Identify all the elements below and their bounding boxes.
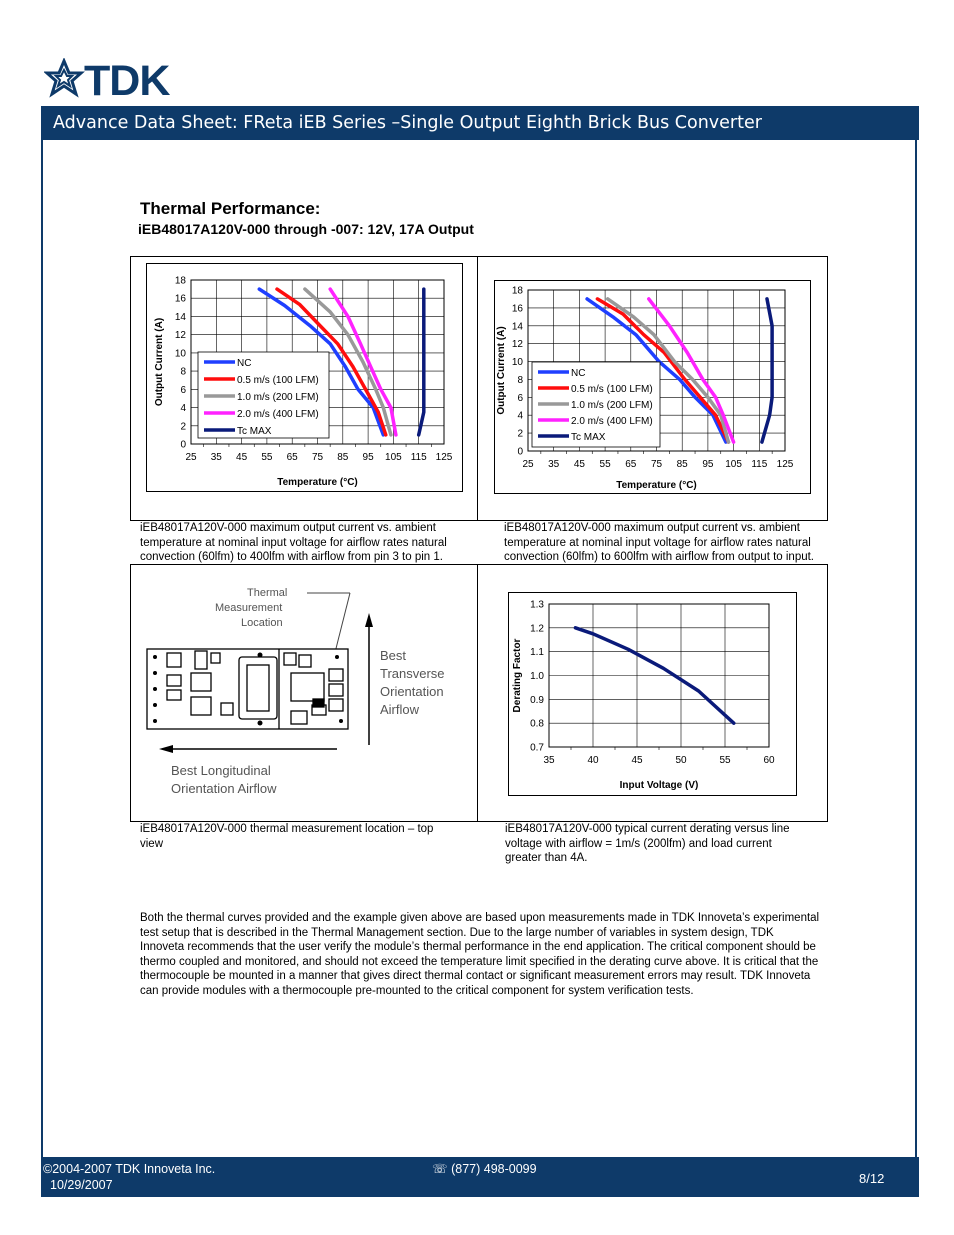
y-tick-label: 0 [180,439,186,451]
y-tick-label: 4 [517,410,523,422]
caption-chart-1: iEB48017A120V-000 maximum output current vs. ambient temperature at nominal input voltage for airflow rates natural convection (60lfm) to 400lfm with airflow from pin 3 to pin 1. [140,522,447,564]
x-tick-label: 125 [776,459,794,470]
footer-phone: ☏ (877) 498-0099 [432,1162,537,1176]
y-axis-label: Derating Factor [512,638,523,713]
y-tick-label: 1.0 [530,671,544,682]
tdk-logo-text: TDK [84,58,170,100]
y-tick-label: 8 [180,366,186,378]
y-tick-label: 18 [174,275,186,287]
x-axis-label: Temperature (°C) [616,480,697,491]
longitudinal-arrow-head [159,745,173,753]
x-tick-label: 45 [236,452,248,463]
x-axis-label: Input Voltage (V) [619,780,699,791]
y-tick-label: 4 [180,403,186,415]
section-subtitle: iEB48017A120V-000 through -007: 12V, 17A Output [138,221,474,237]
x-tick-label: 25 [185,452,197,463]
transverse-label-line4: Airflow [380,702,420,717]
x-tick-label: 45 [631,755,643,766]
thermal-label-line3: Location [241,617,283,629]
legend-label: NC [571,368,586,379]
legend-label: 0.5 m/s (100 LFM) [571,384,653,395]
pcb-board [147,649,348,729]
legend-label: Tc MAX [571,432,606,443]
chart-current-vs-temp-output-to-input [494,280,811,494]
thermal-location-figure [131,565,477,821]
y-tick-label: 1.2 [530,623,544,635]
section-title: Thermal Performance: [140,199,321,218]
x-tick-label: 65 [625,459,637,470]
y-tick-label: 8 [517,374,523,386]
thermal-label-line2: Measurement [215,602,283,614]
y-tick-label: 6 [180,384,186,396]
x-tick-label: 25 [522,459,534,470]
caption-chart-2: iEB48017A120V-000 maximum output current vs. ambient temperature at nominal input voltage for airflow rates natural convection (60lfm) to 600lfm with airflow from output to input. [504,522,815,564]
y-tick-label: 14 [174,311,186,323]
y-tick-label: 18 [511,285,523,297]
y-tick-label: 14 [511,321,523,333]
transverse-label-line3: Orientation [380,684,444,699]
transverse-arrow-head [365,613,373,627]
y-tick-label: 12 [174,330,186,342]
legend-label: 2.0 m/s (400 LFM) [571,416,653,427]
transverse-label-line1: Best [380,648,407,663]
y-tick-label: 0.9 [530,694,544,706]
title-banner [41,106,919,140]
x-tick-label: 55 [261,452,273,463]
caption-thermal-figure: iEB48017A120V-000 thermal measurement location – top view [140,823,434,850]
tdk-logo [44,58,214,100]
x-tick-label: 75 [650,459,663,470]
y-tick-label: 16 [511,303,523,315]
x-tick-label: 35 [543,755,555,766]
x-axis-label: Temperature (°C) [277,477,358,488]
legend-label: 1.0 m/s (200 LFM) [237,392,319,403]
chart-current-vs-temp-pin3-to-pin1 [146,263,463,492]
chart-derating-vs-input-voltage [508,592,797,796]
y-tick-label: 10 [511,357,523,369]
banner-title: Advance Data Sheet: FReta iEB Series –Single Output Eighth Brick Bus Converter [53,113,762,133]
footer-copyright: ©2004-2007 TDK Innoveta Inc. [43,1162,216,1176]
body-paragraph: Both the thermal curves provided and the example given above are based upon measurements made in TDK Innoveta’s experimental test setup that is described in the Thermal Management section. Due to the large number of variables in system design, TDK Innoveta recommends that the user verify the module’s thermal performance in the end application. The critical component should be thermo coupled and monitored, and should not exceed the temperature limit specified in the derating curve above. It is critical that the thermocouple be mounted in a manner that gives direct thermal contact or significant measurement errors may result. TDK Innoveta can provide modules with a thermocouple pre-mounted to the critical component for system verification tests. [140,912,820,997]
x-tick-label: 45 [573,459,585,470]
tdk-logo-mark [47,61,81,94]
transverse-label-line2: Transverse [380,666,445,681]
x-tick-label: 95 [362,452,374,463]
x-tick-label: 95 [702,459,714,470]
caption-derating-chart: iEB48017A120V-000 typical current derating versus line voltage with airflow = 1m/s (200lfm) and load current greater than 4A. [505,823,790,865]
footer-date: 10/29/2007 [50,1178,113,1192]
y-tick-label: 0.7 [530,742,544,754]
legend-label: 2.0 m/s (400 LFM) [237,409,319,420]
longitudinal-label-line1: Best Longitudinal [171,763,271,778]
x-tick-label: 125 [435,452,453,463]
y-tick-label: 1.1 [530,647,544,659]
x-tick-label: 85 [676,459,688,470]
legend-label: 0.5 m/s (100 LFM) [237,375,319,386]
longitudinal-label-line2: Orientation Airflow [171,781,277,796]
x-tick-label: 115 [410,452,427,463]
y-tick-label: 16 [174,293,186,305]
y-tick-label: 12 [511,339,523,351]
x-tick-label: 60 [763,755,775,766]
y-axis-label: Output Current (A) [154,317,165,407]
y-tick-label: 2 [517,428,523,440]
legend-label: NC [237,358,252,369]
x-tick-label: 75 [311,452,324,463]
x-tick-label: 115 [751,459,768,470]
footer-page-number: 8/12 [859,1171,885,1186]
legend-label: 1.0 m/s (200 LFM) [571,400,653,411]
x-tick-label: 50 [675,755,687,766]
x-tick-label: 65 [286,452,298,463]
x-tick-label: 35 [548,459,560,470]
x-tick-label: 35 [210,452,222,463]
x-tick-label: 55 [599,459,611,470]
x-tick-label: 55 [719,755,731,766]
x-tick-label: 85 [337,452,349,463]
footer-bar [41,1157,919,1197]
x-tick-label: 105 [385,452,402,463]
y-tick-label: 2 [180,421,186,433]
y-tick-label: 0 [517,446,523,458]
y-axis-label: Output Current (A) [496,326,507,415]
y-tick-label: 0.8 [530,718,544,730]
x-tick-label: 105 [725,459,742,470]
y-tick-label: 6 [517,392,523,404]
thermal-label-line1: Thermal [247,587,288,599]
x-tick-label: 40 [587,755,599,766]
y-tick-label: 1.3 [530,599,544,611]
y-tick-label: 10 [174,348,186,360]
legend-label: Tc MAX [237,426,272,437]
